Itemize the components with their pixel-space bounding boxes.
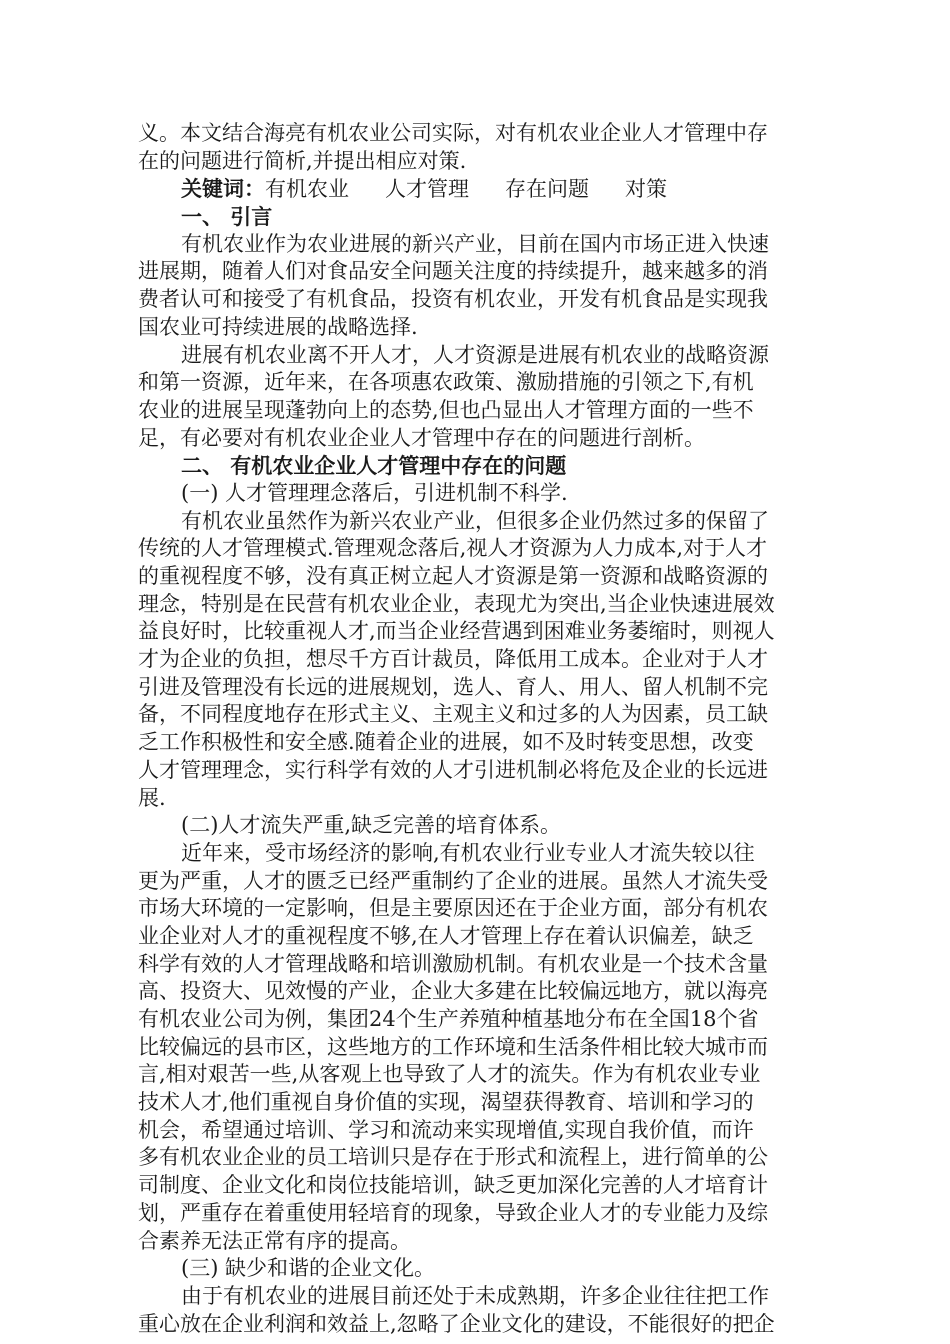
section-heading: 二、 有机农业企业人才管理中存在的问题 [181,453,567,479]
paragraph-line: 才为企业的负担，想尽千方百计裁员，降低用工成本。企业对于人才 [138,647,768,672]
paragraph-line: 有机农业虽然作为新兴农业产业，但很多企业仍然过多的保留了 [181,508,769,533]
paragraph-line: 展. [138,785,166,810]
paragraph-line: 人才管理理念，实行科学有效的人才引进机制必将危及企业的长远进 [138,757,768,782]
subsection-heading: (三) 缺少和谐的企业文化。 [181,1256,436,1281]
section-heading: 一、 引言 [181,204,273,230]
paragraph-line: 高、投资大、见效慢的产业，企业大多建在比较偏远地方，就以海亮 [138,979,768,1004]
keyword: 对策 [625,177,667,202]
paragraph-line: 和第一资源，近年来，在各项惠农政策、激励措施的引领之下,有机 [138,370,754,395]
paragraph-line: 传统的人才管理模式.管理观念落后,视人才资源为人力成本,对于人才 [138,536,768,561]
paragraph-line: 的重视程度不够，没有真正树立起人才资源是第一资源和战略资源的 [138,564,768,588]
paragraph-line: 技术人才,他们重视自身价值的实现，渴望获得教育、培训和学习的 [138,1090,754,1115]
paragraph-line: 司制度、企业文化和岗位技能培训，缺乏更加深化完善的人才培育计 [138,1173,768,1198]
paragraph-line: 机会，希望通过培训、学习和流动来实现增值,实现自我价值，而许 [138,1117,754,1142]
subsection-heading: (二)人才流失严重,缺乏完善的培育体系。 [181,813,562,838]
paragraph-line: 业企业对人才的重视程度不够,在人才管理上存在着认识偏差，缺乏 [138,923,754,948]
keyword: 有机农业 [265,177,349,202]
paragraph-line: 足，有必要对有机农业企业人才管理中存在的问题进行剖析。 [138,425,705,450]
paragraph-line: 划，严重存在着重使用轻培育的现象，导致企业人才的专业能力及综 [138,1200,768,1225]
paragraph-line: 重心放在企业利润和效益上,忽略了企业文化的建设，不能很好的把企 [138,1311,775,1336]
abstract-line: 在的问题进行简析,并提出相应对策. [138,148,467,173]
paragraph-line: 近年来，受市场经济的影响,有机农业行业专业人才流失较以往 [181,840,755,865]
paragraph-line: 费者认可和接受了有机食品，投资有机农业，开发有机食品是实现我 [138,287,768,312]
paragraph-line: 乏工作积极性和安全感.随着企业的进展，如不及时转变思想，改变 [138,730,754,755]
paragraph-line: 多有机农业企业的员工培训只是存在于形式和流程上，进行简单的公 [138,1145,768,1170]
keywords-line [138,175,813,203]
paragraph-line: 有机农业公司为例，集团24个生产养殖种植基地分布在全国18个省 [138,1007,759,1031]
paragraph-line: 比较偏远的县市区，这些地方的工作环境和生活条件相比较大城市而 [138,1034,768,1059]
paragraph-line: 言,相对艰苦一些,从客观上也导致了人才的流失。作为有机农业专业 [138,1062,761,1087]
paragraph-line: 益良好时，比较重视人才,而当企业经营遇到困难业务萎缩时，则视人 [138,619,775,644]
document-page [138,120,813,1338]
paragraph-line: 更为严重，人才的匮乏已经严重制约了企业的进展。虽然人才流失受 [138,868,768,893]
paragraph-line: 合素养无法正常有序的提高。 [138,1228,411,1253]
keywords-label: 关键词： [181,176,265,202]
paragraph-line: 备，不同程度地存在形式主义、主观主义和过多的人为因素，员工缺 [138,702,768,727]
paragraph-line: 理念，特别是在民营有机农业企业，表现尤为突出,当企业快速进展效 [138,591,775,616]
paragraph-line: 引进及管理没有长远的进展规划，选人、育人、用人、留人机制不完 [138,674,768,699]
keyword: 人才管理 [385,177,469,202]
paragraph-line: 由于有机农业的进展目前还处于未成熟期，许多企业往往把工作 [181,1283,769,1308]
paragraph-line: 国农业可持续进展的战略选择. [138,314,418,339]
paragraph-line: 进展有机农业离不开人才，人才资源是进展有机农业的战略资源 [181,342,769,367]
paragraph-line: 进展期，随着人们对食品安全问题关注度的持续提升，越来越多的消 [138,259,768,284]
subsection-heading: (一) 人才管理理念落后，引进机制不科学. [181,480,568,505]
paragraph-line: 科学有效的人才管理战略和培训激励机制。有机农业是一个技术含量 [138,951,768,976]
paragraph-line: 市场大环境的一定影响，但是主要原因还在于企业方面，部分有机农 [138,896,768,921]
paragraph-line: 有机农业作为农业进展的新兴产业，目前在国内市场正进入快速 [181,231,769,256]
paragraph-line: 农业的进展呈现蓬勃向上的态势,但也凸显出人才管理方面的一些不 [138,397,754,422]
abstract-line: 义。本文结合海亮有机农业公司实际，对有机农业企业人才管理中存 [138,121,768,145]
keyword: 存在问题 [505,177,589,202]
